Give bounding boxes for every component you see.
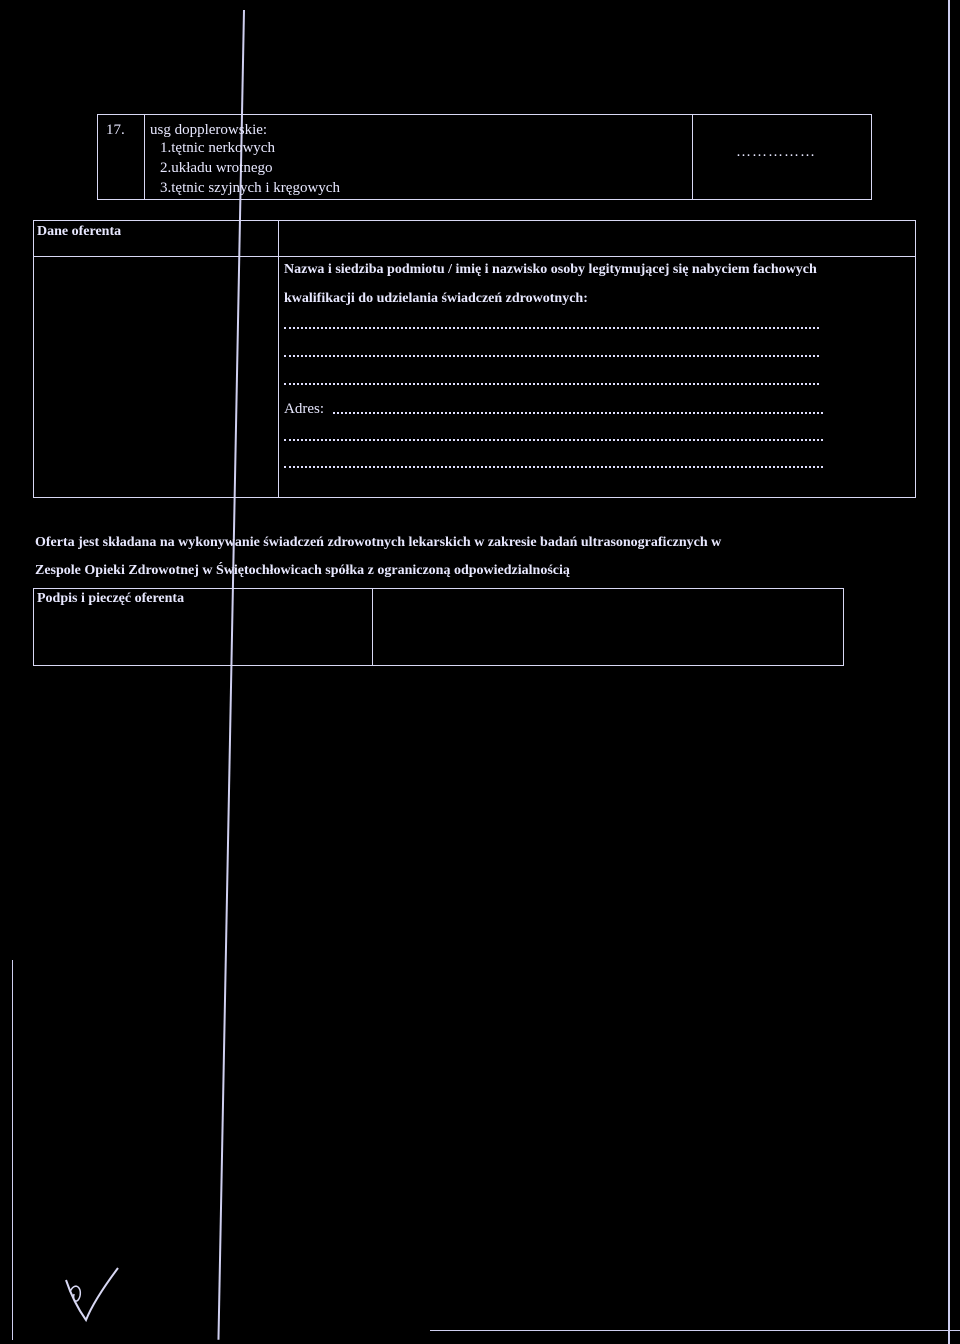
service-row-divider-1: [144, 114, 145, 200]
offeror-address-label: Adres:: [284, 401, 324, 417]
signature-field[interactable]: [373, 589, 843, 665]
scan-right-edge: [948, 0, 950, 1344]
offeror-name-field-line-3[interactable]: [284, 383, 819, 385]
signature-label: Podpis i pieczęć oferenta: [37, 591, 185, 606]
scan-bottom-edge: [430, 1330, 960, 1331]
service-row-price-field[interactable]: ……………: [736, 144, 816, 160]
service-row-item-1: 1.tętnic nerkowych: [160, 140, 275, 156]
offeror-name-prompt-line1: Nazwa i siedziba podmiotu / imię i nazwisko osoby legitymującej się nabyciem fachowych: [284, 262, 817, 277]
service-row-number: 17.: [106, 122, 125, 138]
scan-vertical-stroke: [217, 10, 245, 1340]
offeror-table-header-rule: [33, 256, 916, 257]
offer-statement-line2: Zespole Opieki Zdrowotnej w Świętochłowicach spółka z ograniczoną odpowiedzialnością: [35, 563, 570, 578]
offeror-address-field-line-1[interactable]: [333, 412, 823, 414]
offeror-name-prompt-line2: kwalifikacji do udzielania świadczeń zdrowotnych:: [284, 291, 588, 306]
service-row-item-2: 2.układu wrotnego: [160, 160, 273, 176]
offer-statement-line1: Oferta jest składana na wykonywanie świadczeń zdrowotnych lekarskich w zakresie badań ultrasonograficznych w: [35, 535, 722, 550]
offeror-name-field-line-1[interactable]: [284, 327, 819, 329]
offeror-name-field-line-2[interactable]: [284, 355, 819, 357]
scan-left-edge: [12, 960, 13, 1340]
service-row-item-3: 3.tętnic szyjnych i kręgowych: [160, 180, 340, 196]
offeror-address-field-line-3[interactable]: [284, 466, 823, 468]
offeror-table-divider: [278, 220, 279, 498]
service-row-divider-2: [692, 114, 693, 200]
service-row-title: usg dopplerowskie:: [150, 122, 268, 138]
handwritten-check-mark-icon: [56, 1262, 136, 1332]
offeror-section-label: Dane oferenta: [37, 224, 122, 239]
offeror-address-field-line-2[interactable]: [284, 439, 823, 441]
